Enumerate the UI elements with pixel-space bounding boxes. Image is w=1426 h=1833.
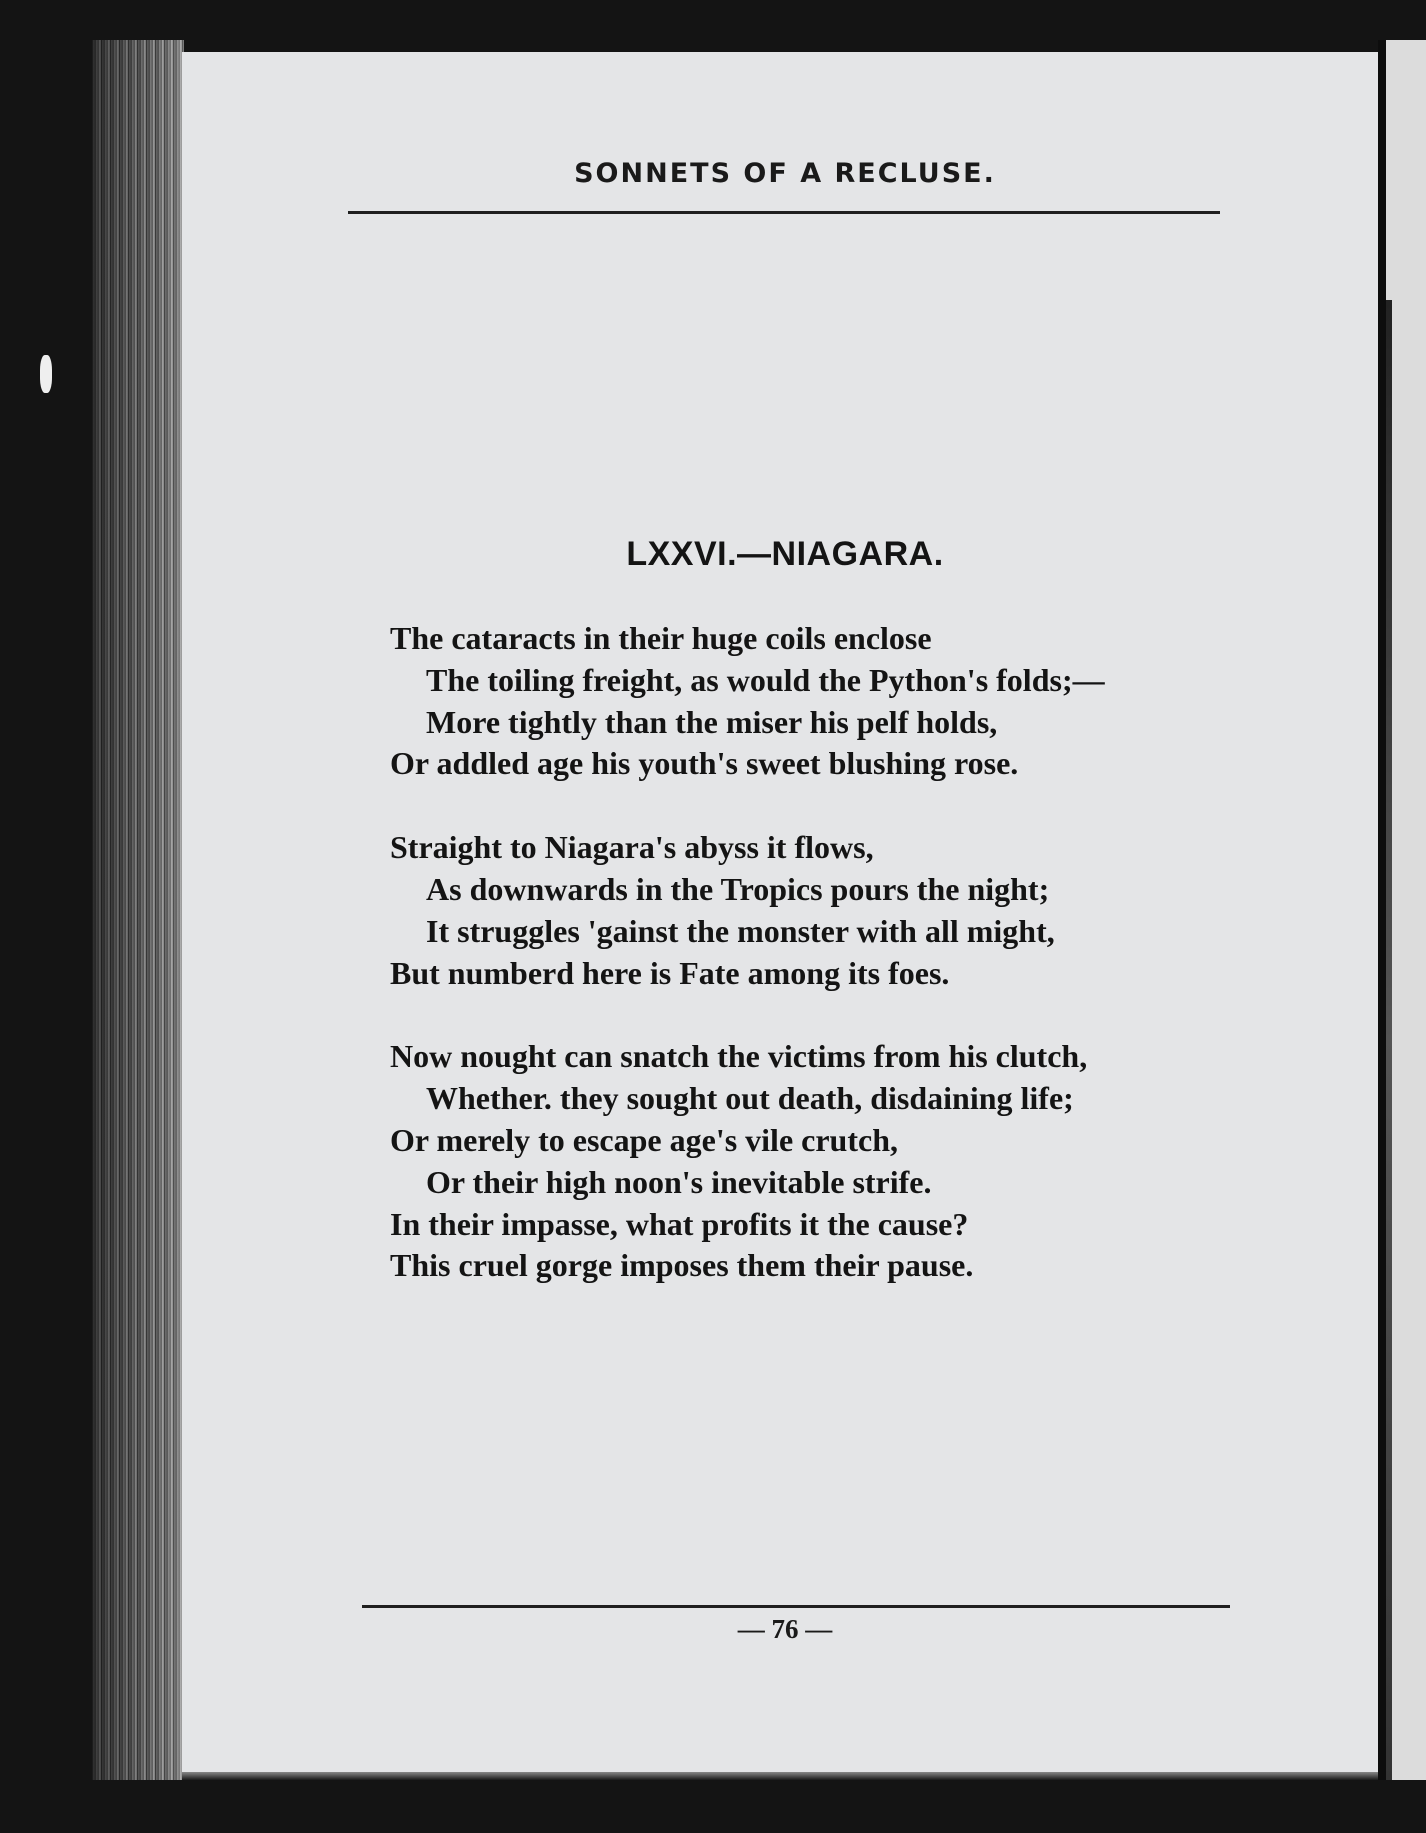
poem-line: Whether. they sought out death, disdaining life; xyxy=(426,1080,1074,1117)
next-page-edge xyxy=(1386,40,1426,1780)
footer-rule xyxy=(362,1605,1230,1608)
poem-line: Now nought can snatch the victims from his clutch, xyxy=(390,1038,1088,1075)
poem-line: As downwards in the Tropics pours the night; xyxy=(426,870,1050,907)
poem-line: Or addled age his youth's sweet blushing rose. xyxy=(390,745,1019,782)
stanza-1 xyxy=(390,618,1250,785)
page-edges xyxy=(92,40,184,1780)
poem-line: Or merely to escape age's vile crutch, xyxy=(390,1121,898,1158)
poem-line: More tightly than the miser his pelf holds, xyxy=(426,703,998,740)
poem-line: But numberd here is Fate among its foes. xyxy=(390,954,950,991)
poem-line: The toiling freight, as would the Python's folds;— xyxy=(426,661,1105,698)
poem-line: Straight to Niagara's abyss it flows, xyxy=(390,829,874,866)
stanza-2 xyxy=(390,827,1250,994)
film-speck xyxy=(40,355,52,393)
poem-line: This cruel gorge imposes them their pause. xyxy=(390,1247,974,1284)
poem-title: LXXVI.—NIAGARA. xyxy=(626,535,944,573)
poem-line: The cataracts in their huge coils enclose xyxy=(390,620,932,656)
poem-body xyxy=(390,618,1250,1329)
poem-line: It struggles 'gainst the monster with all might, xyxy=(426,912,1055,949)
poem-line: Or their high noon's inevitable strife. xyxy=(426,1163,932,1200)
page-bottom-shadow xyxy=(182,1772,1378,1780)
stanza-3 xyxy=(390,1036,1250,1287)
page-number: — 76 — xyxy=(737,1614,833,1644)
running-head: SONNETS OF A RECLUSE. xyxy=(574,158,996,189)
poem-line: In their impasse, what profits it the cause? xyxy=(390,1205,969,1242)
gutter-shadow xyxy=(1378,40,1386,1780)
header-rule xyxy=(348,211,1220,214)
